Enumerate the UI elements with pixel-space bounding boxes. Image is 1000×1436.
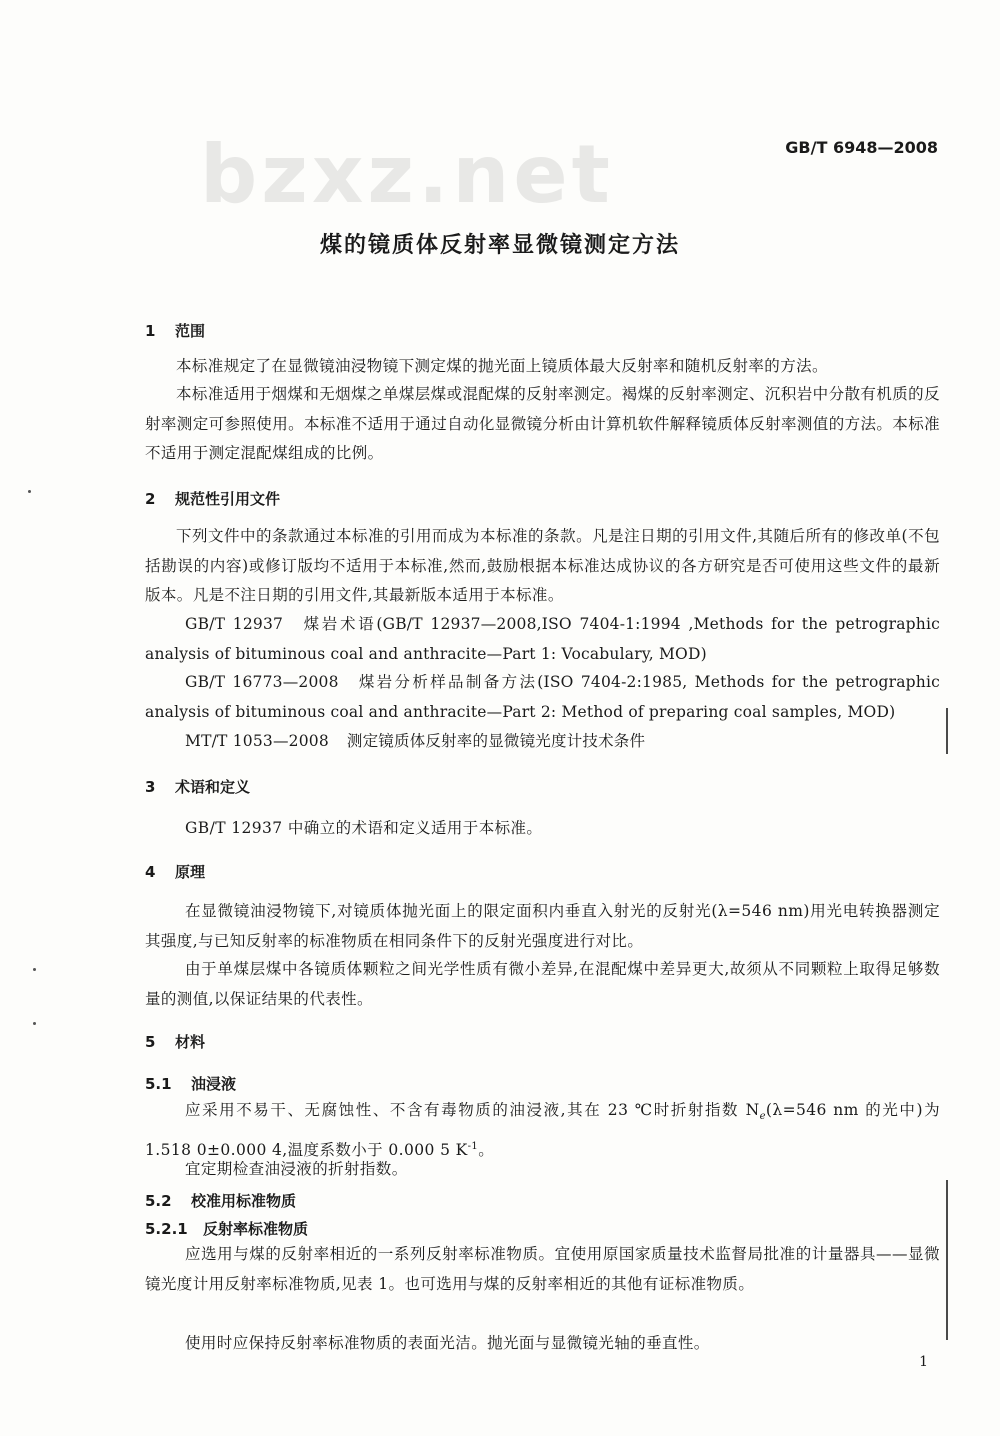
subsection-number: 5.2: [145, 1192, 172, 1210]
section-2-heading: [145, 488, 280, 509]
section-number: 1: [145, 322, 156, 340]
section-2-paragraph-1: 下列文件中的条款通过本标准的引用而成为本标准的条款。凡是注日期的引用文件,其随后所有的修改单(不包括勘误的内容)或修订版均不适用于本标准,然而,鼓励根据本标准达成协议的各方研究是否可使用这些文件的最新版本。凡是不注日期的引用文件,其最新版本适用于本标准。: [145, 527, 940, 604]
section-title: 原理: [175, 863, 206, 881]
subsection-number: 5.1: [145, 1075, 172, 1093]
section-number: 3: [145, 778, 156, 796]
section-3-paragraph-1: GB/T 12937 中确立的术语和定义适用于本标准。: [185, 819, 543, 837]
section-1-paragraph-2: 本标准适用于烟煤和无烟煤之单煤层煤或混配煤的反射率测定。褐煤的反射率测定、沉积岩中分散有机质的反射率测定可参照使用。本标准不适用于通过自动化显微镜分析由计算机软件解释镜质体反射率测值的方法。本标准不适用于测定混配煤组成的比例。: [145, 385, 941, 462]
page-number: 1: [919, 1354, 928, 1370]
reference-text: 测定镜质体反射率的显微镜光度计技术条件: [346, 732, 646, 750]
section-title: 术语和定义: [175, 778, 251, 796]
revision-bar: [946, 1180, 948, 1340]
scan-mark: [33, 968, 36, 971]
scan-mark: [28, 490, 31, 493]
reference-item: [145, 668, 940, 727]
subsection-5-2-1-paragraph-2: 使用时应保持反射率标准物质的表面光洁。抛光面与显微镜光轴的垂直性。: [185, 1334, 710, 1352]
reference-item: [145, 610, 940, 669]
section-title: 材料: [175, 1033, 206, 1051]
page-title: 煤的镜质体反射率显微镜测定方法: [319, 233, 680, 258]
text-run: (λ=546 nm 的光中)为 1.518 0±0.000 4,温度系数小于 0.000 5 K: [145, 1101, 940, 1159]
subsection-title: 反射率标准物质: [203, 1220, 309, 1238]
section-1-heading: [145, 320, 205, 341]
section-number: 2: [145, 490, 156, 508]
text-run: 应采用不易干、无腐蚀性、不含有毒物质的油浸液,其在 23 ℃时折射指数 N: [185, 1101, 760, 1119]
subsection-5-1-paragraph-2: 宜定期检查油浸液的折射指数。: [185, 1160, 408, 1178]
section-number: 4: [145, 863, 156, 881]
section-title: 范围: [175, 322, 206, 340]
reference-text: 煤岩术语(GB/T 12937—2008,ISO 7404-1:1994 ,Methods for the petrographic analysis of bituminous coal and anthracite—Part 1: Vocabulary, MOD): [145, 615, 940, 663]
standard-number: GB/T 6948—2008: [785, 138, 938, 157]
section-3-heading: [145, 776, 250, 797]
scan-mark: [33, 1022, 36, 1025]
subsection-title: 油浸液: [191, 1075, 237, 1093]
reference-item: [145, 727, 940, 757]
subsection-5-2-heading: [145, 1190, 296, 1211]
reference-code: MT/T 1053—2008: [185, 732, 329, 750]
section-4-heading: [145, 861, 205, 882]
section-4-paragraph-2: 由于单煤层煤中各镜质体颗粒之间光学性质有微小差异,在混配煤中差异更大,故须从不同颗粒上取得足够数量的测值,以保证结果的代表性。: [145, 960, 940, 1008]
subsection-5-2-1-paragraph-1: 应选用与煤的反射率相近的一系列反射率标准物质。宜使用原国家质量技术监督局批准的计量器具——显微镜光度计用反射率标准物质,见表 1。也可选用与煤的反射率相近的其他有证标准物质。: [145, 1245, 940, 1293]
reference-code: GB/T 16773—2008: [185, 673, 339, 691]
reference-text: 煤岩分析样品制备方法(ISO 7404-2:1985, Methods for the petrographic analysis of bituminous coal and anthracite—Part 2: Method of preparing coal samples, MOD): [145, 673, 941, 721]
reference-code: GB/T 12937: [185, 615, 284, 633]
subscript: e: [759, 1111, 766, 1123]
subsection-5-2-1-heading: [145, 1218, 308, 1239]
revision-bar: [946, 708, 948, 754]
section-1-paragraph-1: 本标准规定了在显微镜油浸物镜下测定煤的抛光面上镜质体最大反射率和随机反射率的方法。: [176, 357, 828, 375]
section-4-paragraph-1: 在显微镜油浸物镜下,对镜质体抛光面上的限定面积内垂直入射光的反射光(λ=546 nm)用光电转换器测定其强度,与已知反射率的标准物质在相同条件下的反射光强度进行对比。: [145, 902, 940, 950]
superscript: -1: [467, 1140, 479, 1152]
subsection-5-1-heading: [145, 1073, 236, 1094]
text-run: 。: [478, 1140, 495, 1159]
section-title: 规范性引用文件: [175, 490, 281, 508]
subsection-title: 校准用标准物质: [191, 1192, 297, 1210]
section-5-heading: [145, 1031, 205, 1052]
section-number: 5: [145, 1033, 156, 1051]
watermark: bzxz.net: [200, 128, 614, 221]
subsection-number: 5.2.1: [145, 1220, 188, 1238]
